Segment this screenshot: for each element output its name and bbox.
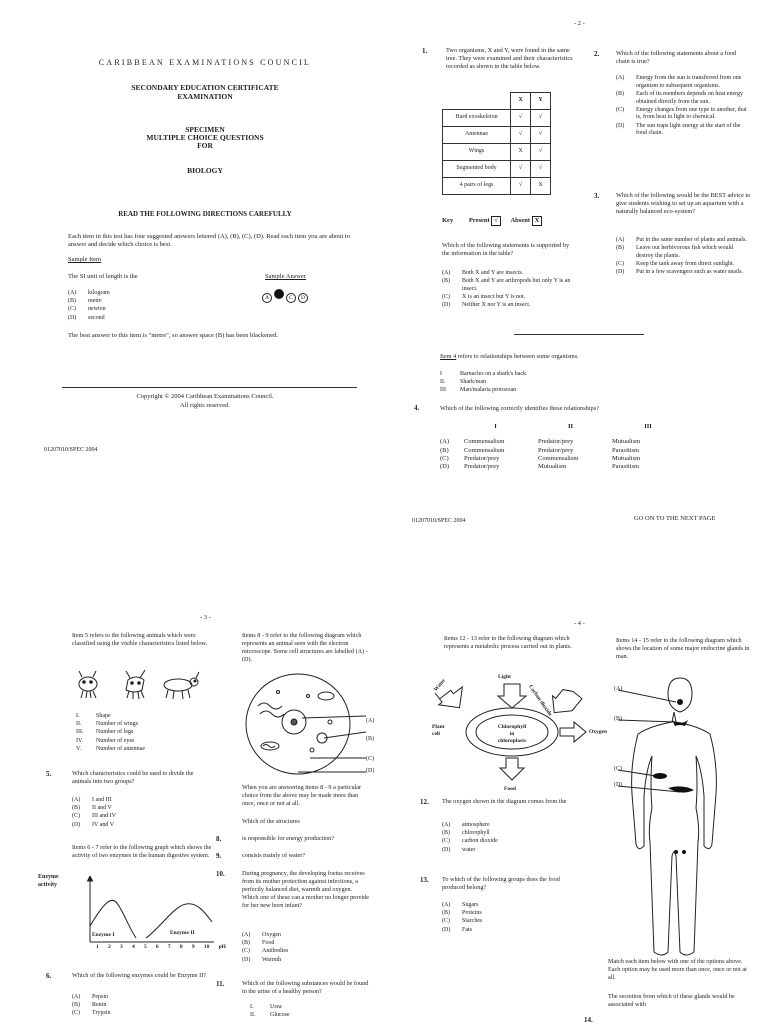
q6-options bbox=[72, 994, 192, 1019]
divider bbox=[62, 387, 357, 388]
q1-stem: Two organisms, X and Y, were found in the same tree. They were examined and their characteristics recorded as shown in the table below. bbox=[446, 47, 573, 71]
endoplasmic-reticulum bbox=[258, 703, 282, 709]
page-4 bbox=[384, 600, 768, 1024]
gland-line-c bbox=[618, 770, 656, 776]
question-number: 6. bbox=[46, 972, 52, 980]
go-on-notice: GO ON TO THE NEXT PAGE bbox=[634, 515, 716, 522]
cell-diagram bbox=[238, 666, 370, 784]
q6-stem: Which of the following enzymes could be Enzyme II? bbox=[72, 972, 207, 979]
specimen-label: SPECIMEN bbox=[185, 125, 225, 134]
option[interactable]: (B) Each of its members depends on heat energy obtained directly from the sun. bbox=[616, 90, 744, 105]
option[interactable]: (C) III and IV bbox=[72, 813, 116, 820]
option: (C) newton bbox=[68, 306, 106, 313]
oxygen-arrow bbox=[560, 722, 586, 742]
option[interactable]: (C) Starches bbox=[442, 918, 483, 925]
animal-2-icon bbox=[126, 670, 145, 699]
sample-item-label: Sample Item bbox=[68, 256, 102, 263]
animal-3-icon bbox=[164, 672, 199, 699]
option[interactable]: (D) Fats bbox=[442, 926, 473, 933]
divider bbox=[514, 334, 644, 335]
option[interactable]: (D) Predator/prey Mutualism Parasitism bbox=[440, 463, 640, 471]
key-legend bbox=[442, 216, 542, 226]
animals-illustration bbox=[70, 666, 210, 706]
q4-stem: Which of the following correctly identifies these relationships? bbox=[440, 405, 599, 412]
key-label: Key bbox=[442, 217, 454, 224]
answer-bubble-a[interactable]: A bbox=[262, 293, 272, 303]
gland-line-a bbox=[618, 690, 676, 702]
q1-table bbox=[442, 92, 551, 195]
question-number: 13. bbox=[420, 876, 429, 884]
option[interactable]: (C) Trypsin bbox=[72, 1010, 111, 1017]
sample-question: The SI unit of length is the bbox=[68, 273, 138, 280]
list-item: IV. Number of eyes bbox=[76, 737, 135, 744]
table-row: Hard exoskeleton √ √ bbox=[443, 110, 551, 127]
council-name: CARIBBEAN EXAMINATIONS COUNCIL bbox=[98, 58, 312, 67]
option[interactable]: (A) Sugars bbox=[442, 902, 479, 908]
option[interactable]: (A) I and III bbox=[72, 797, 112, 803]
list-item: II. Glucose bbox=[250, 1012, 290, 1019]
carbon-dioxide-label: Carbon dioxide bbox=[527, 684, 553, 718]
q2-stem: Which of the following statements about a food chain is true? bbox=[616, 50, 737, 66]
item5-reference: Item 5 refers to the following animals which were classified using the visible characteristics listed below. bbox=[72, 632, 208, 647]
list-item: II. Shark/man bbox=[440, 379, 486, 386]
secretion-note: The secretion from which of these glands would be associated with bbox=[608, 993, 735, 1008]
q3-stem: Which of the following would be the BEST advice to give students wishing to set up an aquarium with a naturally balanced eco-system? bbox=[616, 192, 751, 216]
q10-stem: During pregnancy, the developing foetus receives from its mother protection against infections, a perfectly balanced diet, warmth and oxygen. Which one of these can a mother no longer provide for her new born infant? bbox=[242, 870, 369, 909]
answer-bubble-d[interactable]: D bbox=[298, 293, 308, 303]
option: (B) metre bbox=[68, 298, 102, 305]
option[interactable]: (B) Proteins bbox=[442, 910, 482, 917]
option[interactable]: (D) IV and V bbox=[72, 821, 115, 828]
characteristics-list bbox=[76, 713, 216, 754]
option[interactable]: (C) carbon dioxide bbox=[442, 838, 498, 845]
question-number: 14. bbox=[584, 1016, 593, 1024]
gonad-right bbox=[682, 850, 686, 854]
food-label: Food bbox=[504, 786, 516, 792]
question-number: 9. bbox=[216, 852, 222, 860]
option[interactable]: (D) The sun traps light energy at the start of the food chain. bbox=[616, 122, 741, 137]
paper-code: 01207010/SPEC 2004 bbox=[44, 447, 98, 453]
directions-heading: READ THE FOLLOWING DIRECTIONS CAREFULLY bbox=[118, 210, 292, 218]
option[interactable]: (B) Renin bbox=[72, 1002, 107, 1009]
list-item: I. Urea bbox=[250, 1004, 282, 1010]
question-number: 3. bbox=[594, 192, 600, 200]
items-8-9-note: When you are answering items 8 - 9 a particular choice from the above may be made more than once, once or not at all. bbox=[242, 784, 362, 807]
water-label: Water bbox=[432, 677, 447, 693]
option[interactable]: (A) Pepsin bbox=[72, 994, 109, 1000]
label-line-a bbox=[302, 716, 366, 718]
q13-options bbox=[442, 902, 562, 935]
list-item: I Barnacles on a shark's back bbox=[440, 371, 527, 377]
list-item: III Man/malaria protozoan bbox=[440, 387, 517, 394]
oxygen-label: Oxygen bbox=[589, 729, 608, 735]
list-item: II. Number of wings bbox=[76, 721, 138, 728]
q5-stem: Which characteristics could be used to divide the animals into two groups? bbox=[72, 770, 194, 785]
enzyme-2-label: Enzyme II bbox=[170, 930, 195, 936]
option[interactable]: (B) chlorophyll bbox=[442, 830, 490, 837]
body-label-c: (C) bbox=[614, 766, 622, 772]
question-number: 11. bbox=[216, 980, 225, 988]
gonad-left bbox=[674, 850, 678, 854]
nucleolus bbox=[291, 719, 297, 725]
page-number: - 2 - bbox=[574, 20, 585, 27]
relationships-list bbox=[440, 371, 590, 396]
sample-options bbox=[68, 290, 188, 323]
items-6-7-reference: Items 6 - 7 refer to the following graph which shows the activity of two enzymes in the human digestive system. bbox=[72, 844, 212, 859]
body-outline bbox=[632, 712, 717, 955]
cover-page bbox=[0, 0, 384, 540]
option[interactable]: (B) Commensalism Predator/prey Parasitism bbox=[440, 446, 640, 454]
option[interactable]: (A) Both X and Y are insects. bbox=[442, 270, 524, 276]
adrenal-gland bbox=[653, 773, 667, 779]
option[interactable]: (D) Neither X nor Y is an insect. bbox=[442, 302, 531, 309]
list-item: III. Number of legs bbox=[76, 729, 134, 736]
sample-answer-bubbles bbox=[262, 289, 310, 303]
option[interactable]: (B) II and V bbox=[72, 805, 112, 812]
table-row: Segmented body √ √ bbox=[443, 161, 551, 178]
option[interactable]: (C) X is an insect but Y is not. bbox=[442, 294, 526, 301]
option[interactable]: (A) atmosphere bbox=[442, 822, 490, 828]
light-label: Light bbox=[498, 674, 511, 680]
absent-symbol: X bbox=[532, 216, 543, 226]
q5-options bbox=[72, 797, 192, 830]
gland-line-b bbox=[618, 720, 676, 722]
graph-ylabel: Enzyme activity bbox=[38, 874, 59, 888]
question-number: 4. bbox=[414, 404, 420, 412]
carbon-dioxide-arrow bbox=[552, 688, 583, 713]
list-item: V. Number of antennae bbox=[76, 745, 145, 752]
q8-stem: is responsible for energy production? bbox=[242, 835, 334, 842]
table-row: 4 pairs of legs √ X bbox=[443, 178, 551, 195]
q1-options bbox=[442, 270, 577, 310]
label-line-b bbox=[324, 732, 366, 738]
cell-membrane bbox=[246, 674, 350, 774]
present-label: Present bbox=[468, 217, 490, 224]
option[interactable]: (B) Both X and Y are arthropods but only Y is an insect. bbox=[442, 278, 571, 292]
question-number: 12. bbox=[420, 798, 429, 806]
option[interactable]: (C) Predator/prey Commensalism Mutualism bbox=[440, 454, 641, 462]
items-14-15-reference: Items 14 - 15 refer to the following diagram which shows the location of some major endocrine glands in man. bbox=[616, 637, 750, 660]
option[interactable]: (A) Oxygen bbox=[242, 932, 281, 938]
page-3 bbox=[0, 600, 384, 1024]
question-number: 10. bbox=[216, 870, 225, 878]
present-symbol: √ bbox=[491, 216, 501, 226]
q4-table: I II III (A) Commensalism Predator/prey Mutualism (B) Commensalism Predator/prey Parasitism (C) Predator/prey Commensalism Mutualism (D) Predator/prey Mutualism Parasitism bbox=[440, 423, 730, 472]
q1-question: Which of the following statements is supported by the information in the table? bbox=[442, 242, 570, 258]
cell-label-b: (B) bbox=[366, 736, 374, 742]
q2-options bbox=[616, 75, 751, 138]
question-number: 2. bbox=[594, 50, 600, 58]
col-header: Y bbox=[531, 93, 551, 110]
light-arrow bbox=[498, 684, 526, 708]
page-2 bbox=[384, 0, 768, 540]
copyright-line: Copyright © 2004 Caribbean Examinations Council. bbox=[136, 393, 274, 400]
which-structures: Which of the structures bbox=[242, 818, 300, 825]
answer-bubble-c[interactable]: C bbox=[286, 293, 296, 303]
directions-text: Each item in this test has four suggested answers lettered (A), (B), (C), (D). Read each item you are about to answer and decide which choice is best. bbox=[68, 233, 350, 249]
certificate-line-2: EXAMINATION bbox=[177, 92, 233, 101]
q11-stem: Which of the following substances would be found in the urine of a healthy person? bbox=[242, 980, 369, 995]
table-row: Wings X √ bbox=[443, 144, 551, 161]
chlorophyll-label: Chlorophyll in chloroplasts bbox=[497, 724, 527, 745]
option[interactable]: (D) water bbox=[442, 846, 476, 853]
option[interactable]: (A) Energy from the sun is transferred from one organism to subsequent organisms. bbox=[616, 75, 742, 89]
option[interactable]: (B) Leave out herbivorous fish which would destroy the plants. bbox=[616, 245, 734, 259]
page-number: - 3 - bbox=[200, 614, 211, 621]
for-label: FOR bbox=[197, 141, 213, 150]
paper-code: 01207010/SPEC 2004 bbox=[412, 518, 466, 524]
q13-stem: To which of the following groups does the food produced belong? bbox=[442, 876, 560, 891]
sample-answer-label: Sample Answer bbox=[265, 273, 306, 280]
absent-label: Absent bbox=[510, 217, 530, 224]
mcq-label: MULTIPLE CHOICE QUESTIONS bbox=[146, 133, 264, 142]
cell-label-d: (D) bbox=[366, 768, 375, 774]
option[interactable]: (A) Commensalism Predator/prey Mutualism bbox=[440, 438, 641, 446]
item4-reference: Item 4 refers to relationships between some organisms. bbox=[440, 353, 579, 360]
option[interactable]: (C) Energy changes from one type to another, that is, from heat to light to chemical. bbox=[616, 106, 747, 121]
option[interactable]: (D) Warmth bbox=[242, 956, 282, 963]
page-number: - 4 - bbox=[574, 620, 585, 627]
food-arrow bbox=[500, 758, 524, 780]
items-8-9-reference: Items 8 - 9 refer to the following diagram which represents an animal seen with the electron microscope. Some cell structures are labelled (A) - (D). bbox=[242, 632, 368, 663]
subject-title: BIOLOGY bbox=[187, 166, 223, 175]
certificate-line-1: SECONDARY EDUCATION CERTIFICATE bbox=[131, 83, 279, 92]
pituitary-gland bbox=[677, 699, 683, 705]
body-label-b: (B) bbox=[614, 716, 622, 722]
animal-1-icon bbox=[79, 671, 97, 698]
thyroid-gland bbox=[672, 720, 688, 726]
list-item: I. Shape bbox=[76, 713, 111, 719]
body-label-a: (A) bbox=[614, 686, 623, 692]
plant-cell-label: Plant cell bbox=[432, 724, 445, 738]
option[interactable]: (C) Keep the tank away from direct sunlight. bbox=[616, 261, 735, 268]
table-row: Antennae √ √ bbox=[443, 127, 551, 144]
enzyme-1-label: Enzyme I bbox=[92, 932, 115, 938]
answer-bubble-b[interactable] bbox=[274, 289, 284, 299]
q10-options bbox=[242, 932, 362, 965]
question-number: 5. bbox=[46, 770, 52, 778]
items-12-13-reference: Items 12 - 13 refer to the following diagram which represents a metabolic process carried out in plants. bbox=[444, 635, 572, 650]
human-body-diagram bbox=[616, 672, 756, 974]
rights-line: All rights reserved. bbox=[179, 402, 230, 409]
q12-options bbox=[442, 822, 562, 855]
option[interactable]: (C) Antibodies bbox=[242, 948, 289, 955]
body-label-d: (D) bbox=[614, 782, 623, 788]
graph-x-ticks: 1 2 3 4 5 6 7 8 9 10 pH bbox=[96, 944, 226, 950]
option[interactable]: (D) Put in a few scavengers such as water snails. bbox=[616, 269, 744, 276]
option[interactable]: (A) Put in the same number of plants and animals. bbox=[616, 237, 747, 243]
q9-stem: consists mainly of water? bbox=[242, 852, 306, 859]
head-outline bbox=[668, 678, 692, 712]
q3-options bbox=[616, 237, 751, 277]
option: (A) kilogram bbox=[68, 290, 110, 296]
option[interactable]: (B) Food bbox=[242, 940, 275, 947]
question-number: 1. bbox=[422, 47, 428, 55]
cell-label-a: (A) bbox=[366, 718, 375, 724]
q12-stem: The oxygen shown in the diagram comes from the bbox=[442, 798, 567, 805]
q11-list bbox=[250, 1004, 370, 1020]
col-header: X bbox=[511, 93, 531, 110]
cell-label-c: (C) bbox=[366, 756, 374, 762]
best-answer-note: The best answer to this item is "metre", so answer space (B) has been blackened. bbox=[68, 332, 278, 339]
y-axis-arrow bbox=[88, 876, 93, 881]
question-number: 8. bbox=[216, 835, 222, 843]
match-note: Match each item below with one of the options above. Each option may be used more than once, once or not at all. bbox=[608, 958, 747, 981]
option: (D) second bbox=[68, 314, 105, 321]
